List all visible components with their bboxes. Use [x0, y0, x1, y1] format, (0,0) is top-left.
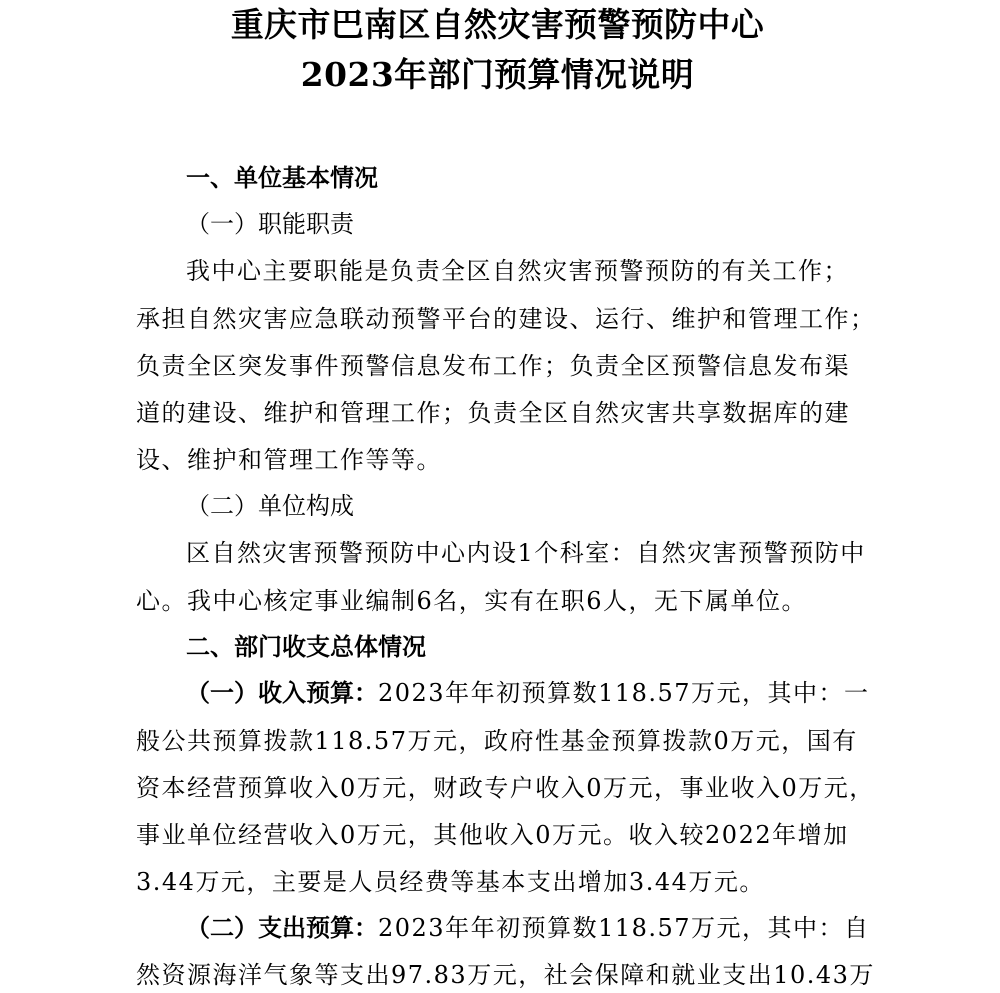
- doc-title-line2: 2023年部门预算情况说明: [300, 55, 695, 94]
- income-label: （一）收入预算：: [186, 679, 378, 707]
- expense-label: （二）支出预算：: [186, 914, 378, 942]
- paragraph-line: 设、维护和管理工作等等。: [136, 446, 442, 474]
- paragraph-line: 负责全区突发事件预警信息发布工作；负责全区预警信息发布渠: [136, 352, 850, 380]
- section-heading-1: 一、单位基本情况: [186, 164, 378, 192]
- paragraph-line: 心。我中心核定事业编制6名，实有在职6人，无下属单位。: [136, 587, 808, 615]
- section-heading-2: 二、部门收支总体情况: [186, 633, 426, 661]
- paragraph-line: 3.44万元，主要是人员经费等基本支出增加3.44万元。: [136, 868, 765, 896]
- paragraph-line: 道的建设、维护和管理工作；负责全区自然灾害共享数据库的建: [136, 399, 850, 427]
- expense-first-line: [186, 912, 870, 944]
- paragraph-line: 区自然灾害预警预防中心内设1个科室：自然灾害预警预防中: [186, 539, 866, 567]
- paragraph-line: 承担自然灾害应急联动预警平台的建设、运行、维护和管理工作；: [136, 305, 876, 333]
- doc-title-line1: 重庆市巴南区自然灾害预警预防中心: [230, 5, 765, 44]
- paragraph-line: 然资源海洋气象等支出97.83万元，社会保障和就业支出10.43万: [136, 961, 875, 989]
- subsection-title-duties: （一）职能职责: [186, 210, 354, 238]
- paragraph-line: 资本经营预算收入0万元，财政专户收入0万元，事业收入0万元，: [136, 774, 875, 802]
- paragraph-line: 事业单位经营收入0万元，其他收入0万元。收入较2022年增加: [136, 821, 849, 849]
- paragraph-line: 我中心主要职能是负责全区自然灾害预警预防的有关工作；: [186, 257, 849, 285]
- subsection-title-composition: （二）单位构成: [186, 492, 354, 520]
- income-text: 2023年年初预算数118.57万元，其中：一: [378, 679, 870, 707]
- paragraph-line: 般公共预算拨款118.57万元，政府性基金预算拨款0万元，国有: [136, 727, 858, 755]
- income-first-line: [186, 677, 870, 709]
- expense-text: 2023年年初预算数118.57万元，其中：自: [378, 914, 870, 942]
